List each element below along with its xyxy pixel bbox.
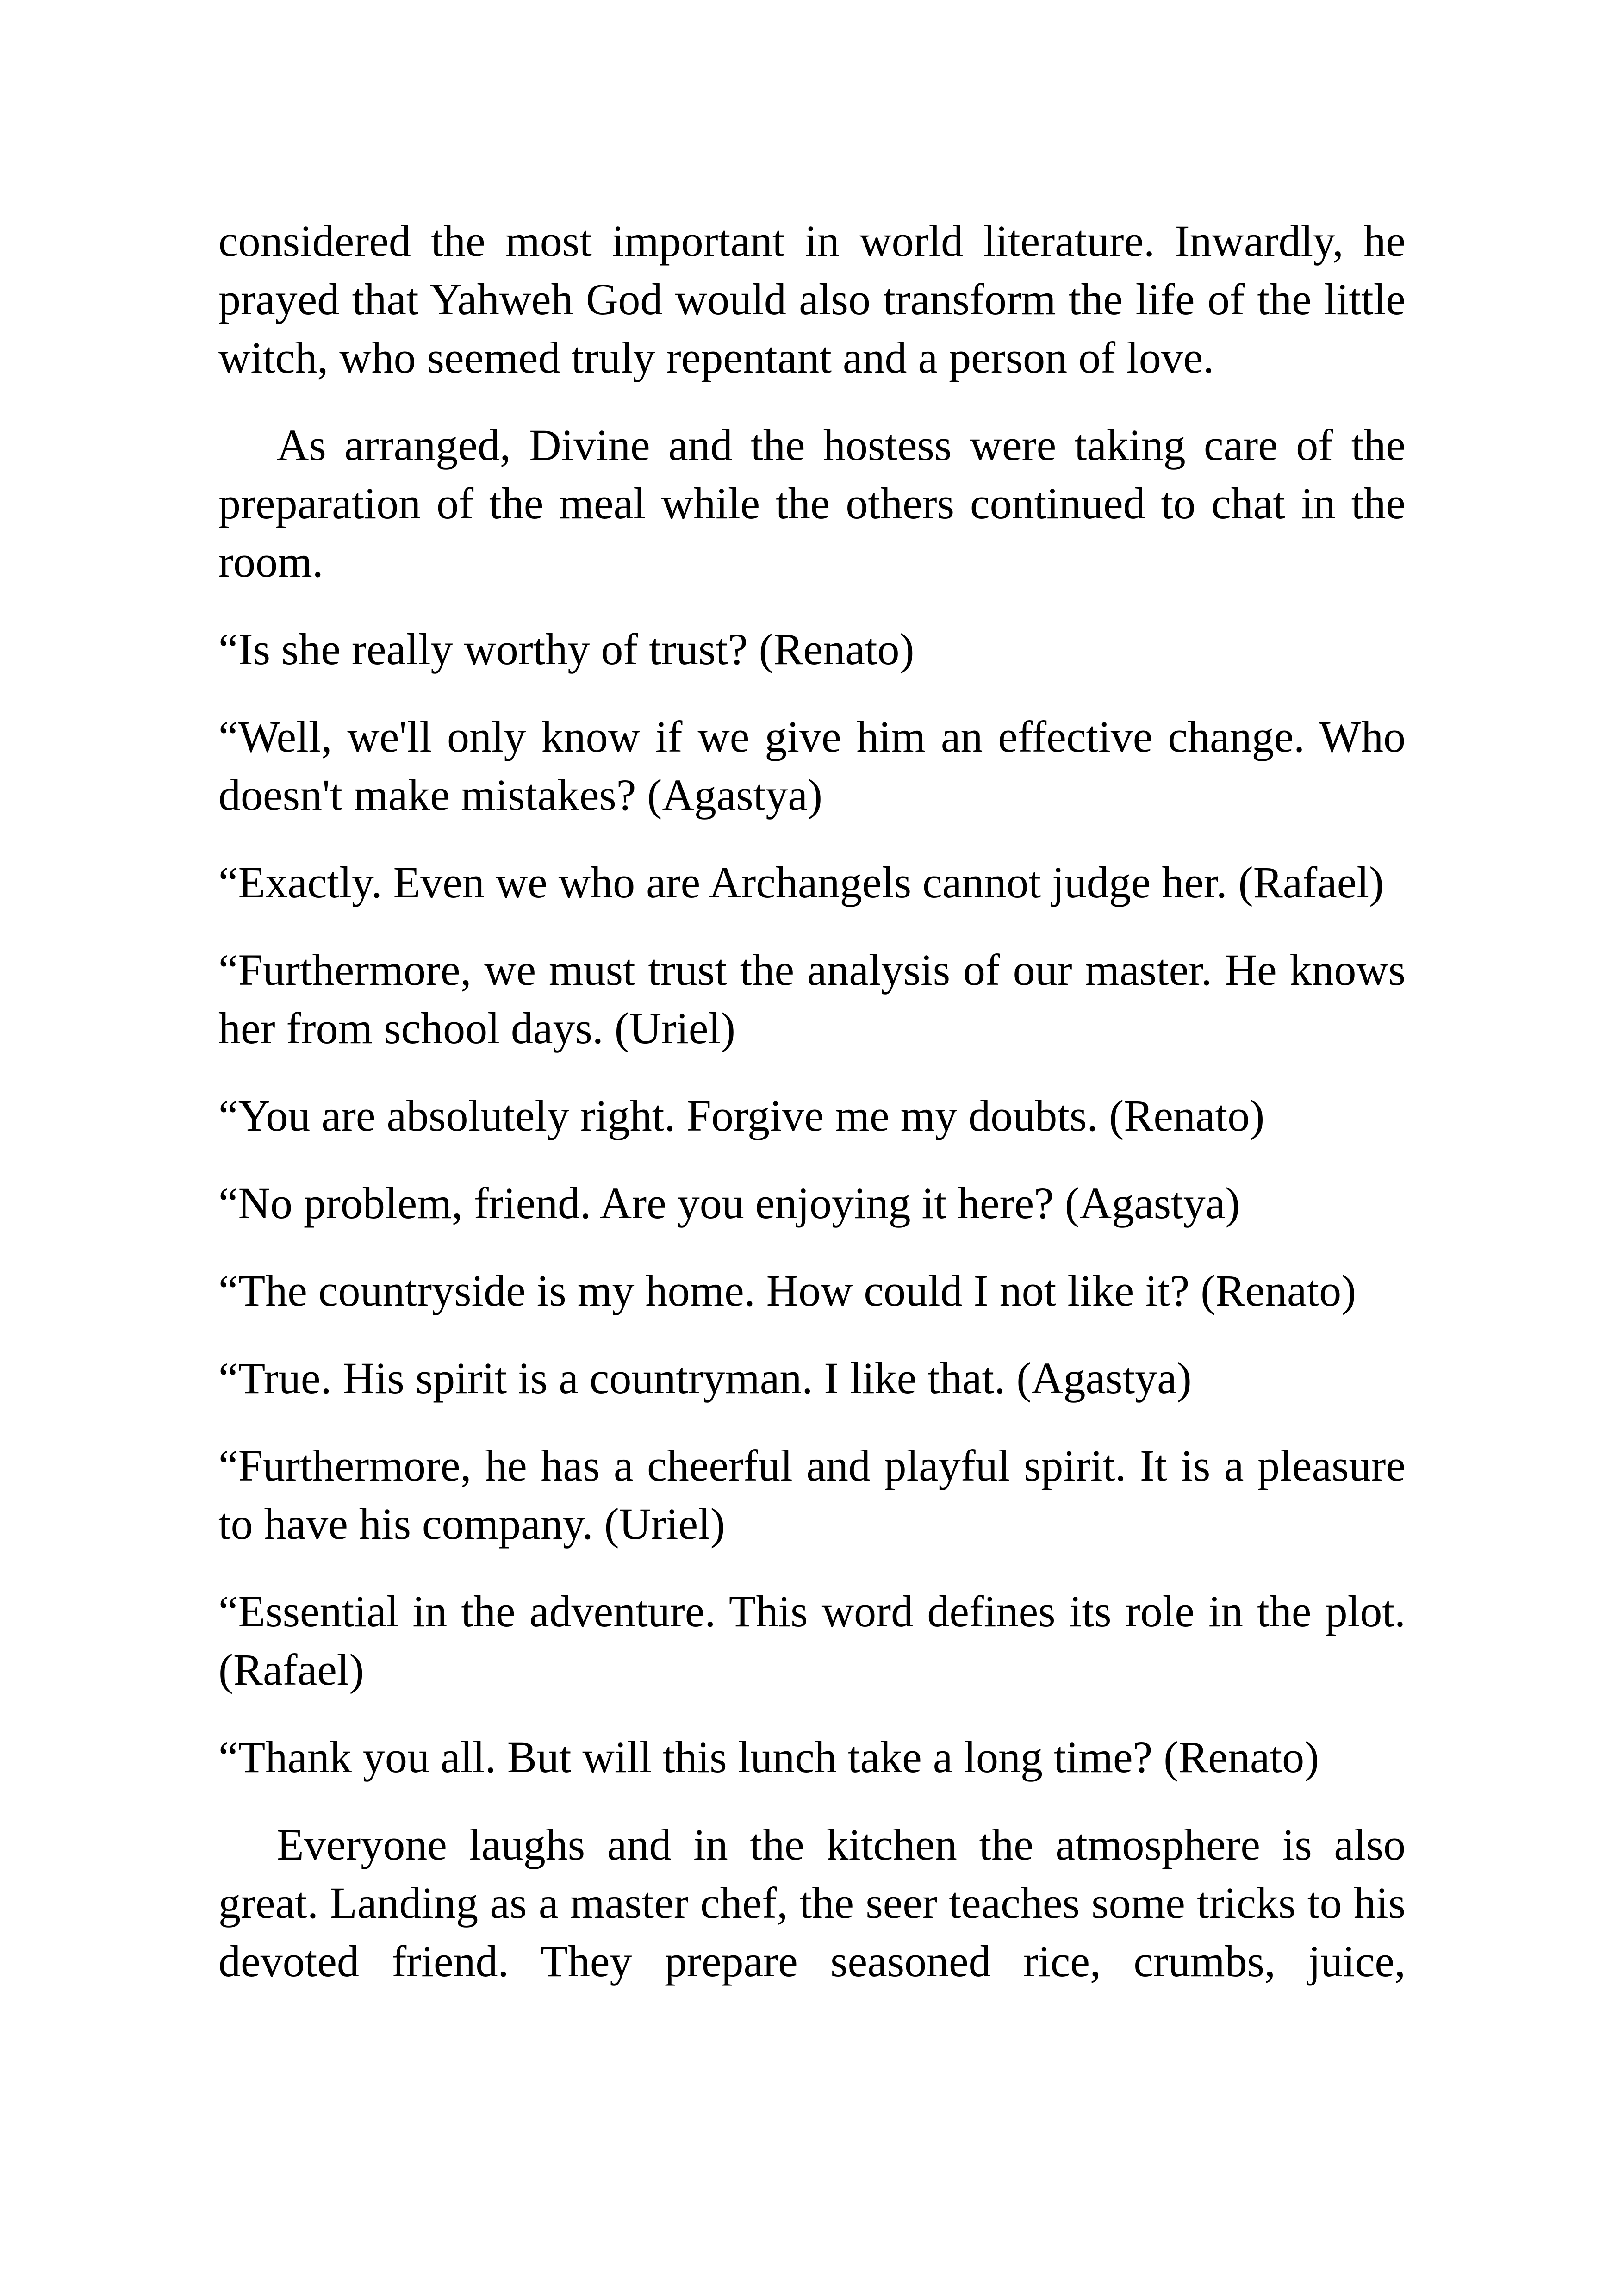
dialogue-line: “Essential in the adventure. This word defines its role in the plot. (Rafael) [218, 1587, 1406, 1694]
dialogue-line: “The countryside is my home. How could I not like it? (Renato) [218, 1266, 1357, 1315]
dialogue-line: “Furthermore, we must trust the analysis of our master. He knows her from school days. (Uriel) [218, 945, 1406, 1053]
dialogue-line: “Exactly. Even we who are Archangels cannot judge her. (Rafael) [218, 858, 1384, 907]
dialogue-line: “Furthermore, he has a cheerful and playful spirit. It is a pleasure to have his company. (Uriel) [218, 1441, 1406, 1549]
dialogue-line: “Thank you all. But will this lunch take a long time? (Renato) [218, 1732, 1319, 1782]
paragraph: As arranged, Divine and the hostess were taking care of the preparation of the meal while the others continued to chat in the room. [218, 420, 1406, 586]
dialogue-line: “Well, we'll only know if we give him an effective change. Who doesn't make mistakes? (Agastya) [218, 712, 1406, 820]
dialogue-line: “No problem, friend. Are you enjoying it here? (Agastya) [218, 1178, 1240, 1228]
dialogue-line: “True. His spirit is a countryman. I like that. (Agastya) [218, 1353, 1192, 1403]
dialogue-line: “You are absolutely right. Forgive me my doubts. (Renato) [218, 1091, 1265, 1140]
paragraph: Everyone laughs and in the kitchen the atmosphere is also great. Landing as a master chef, the seer teaches some tricks to his devoted friend. They prepare seasoned rice, crumbs, juice, [218, 1820, 1406, 1986]
body-text [218, 212, 1406, 2020]
dialogue-line: “Is she really worthy of trust? (Renato) [218, 624, 915, 674]
paragraph: considered the most important in world literature. Inwardly, he prayed that Yahweh God would also transform the life of the little witch, who seemed truly repentant and a person of love. [218, 216, 1406, 382]
